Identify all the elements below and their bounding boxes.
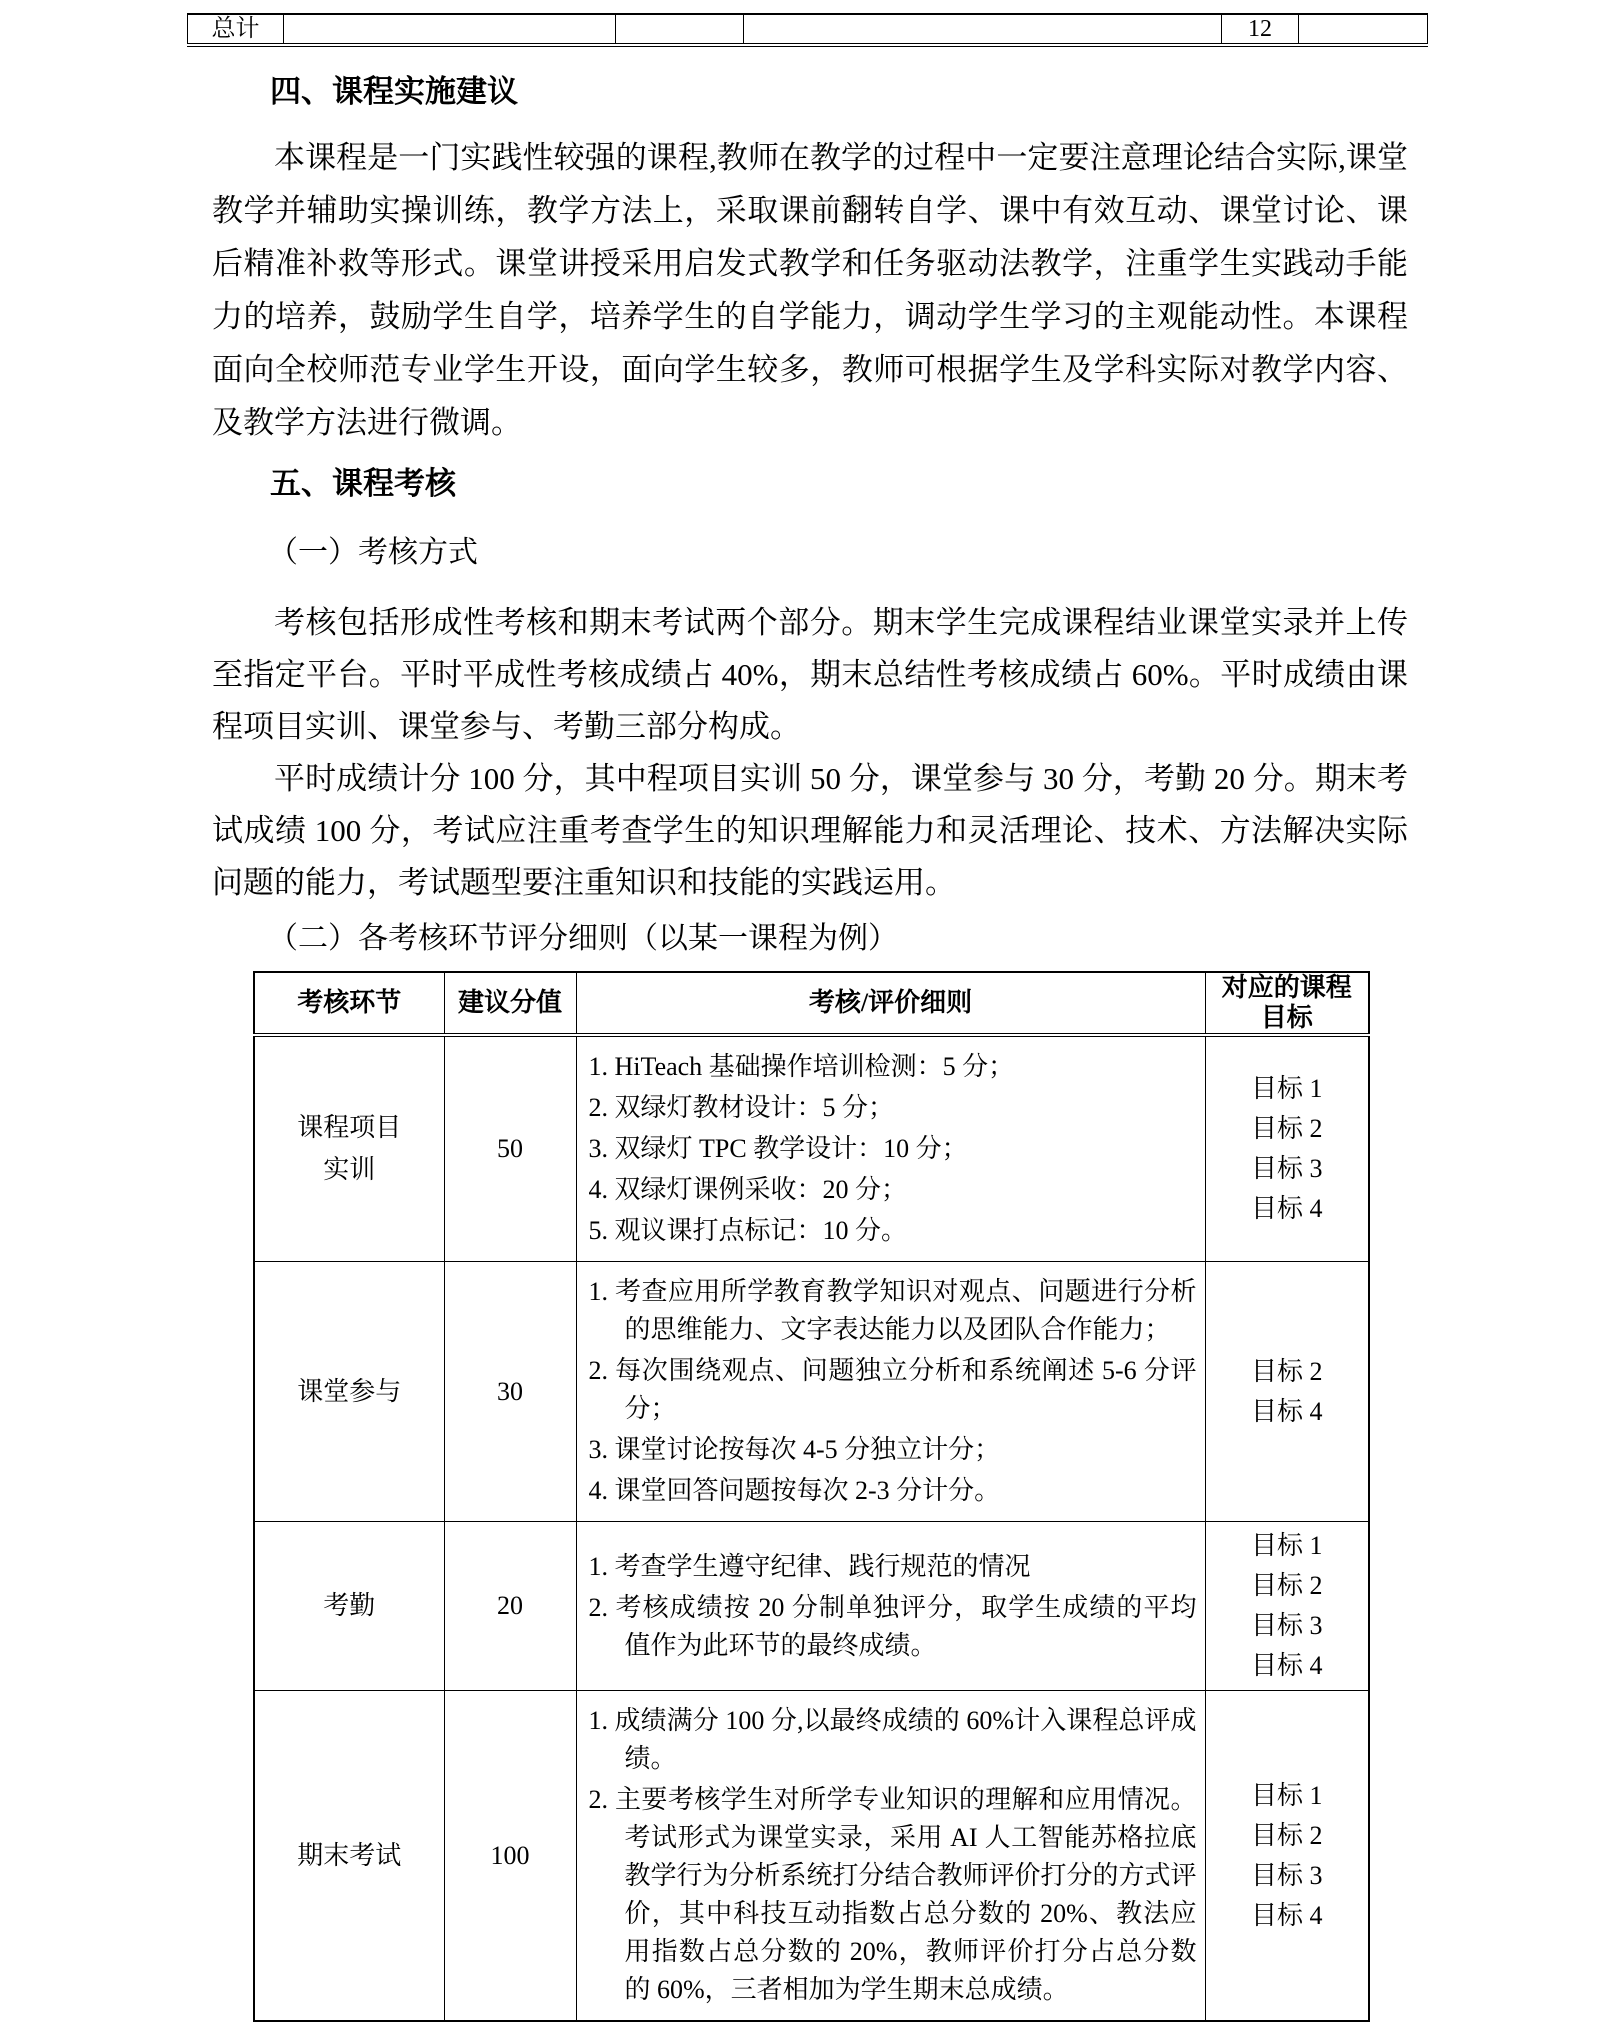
criteria-cell [576,1035,1205,1262]
criteria-item: 4. 课堂回答问题按每次 2-3 分计分。 [588,1476,1001,1505]
assessment-table-header-row [254,972,1369,1035]
assessment-column-header: 对应的课程目标 [1205,972,1369,1035]
assessment-item-name-line: 期末考试 [297,1840,402,1870]
section4-heading: 四、课程实施建议 [270,74,518,109]
assessment-column-header: 考核环节 [254,972,444,1035]
summary-empty-cell [1299,14,1428,45]
summary-value-cell: 12 [1222,14,1299,45]
course-target-label: 目标 4 [1250,1396,1323,1426]
course-target-label: 目标 4 [1250,1900,1323,1930]
assessment-column-header: 考核/评价细则 [576,972,1205,1035]
criteria-item: 3. 双绿灯 TPC 教学设计：10 分； [588,1134,968,1163]
course-targets-cell [1205,1522,1369,1691]
course-target-label: 目标 2 [1250,1820,1323,1850]
suggested-score [444,1262,576,1522]
course-target-label: 目标 4 [1250,1194,1323,1223]
criteria-item: 1. 考查应用所学教育教学知识对观点、问题进行分析的思维能力、文字表达能力以及团队合作能力； [588,1277,1197,1344]
section5-heading: 五、课程考核 [270,466,456,501]
subheading-scoring-rules: （二）各考核环节评分细则（以某一课程为例） [268,922,898,955]
course-target-label: 目标 4 [1250,1651,1323,1680]
course-targets-cell [1205,1262,1369,1522]
criteria-item: 2. 主要考核学生对所学专业知识的理解和应用情况。考试形式为课堂实录，采用 AI 人工智能苏格拉底教学行为分析系统打分结合教师评价打分的方式评价，其中科技互动指数占总分数的 20%、教法应用指数占总分数的 20%，教师评价打分占总分数的 60%，三者相加为学生期末总成绩。 [588,1785,1197,2004]
suggested-score [444,1035,576,1262]
summary-table [187,13,1428,47]
suggested-score-value: 100 [490,1840,530,1870]
criteria-cell [576,1691,1205,2022]
summary-total-cell: 总计 [188,14,284,45]
assessment-table [253,971,1370,2022]
assessment-item-name [254,1522,444,1691]
course-target-label: 目标 1 [1250,1531,1323,1560]
suggested-score [444,1522,576,1691]
assessment-row [254,1035,1369,1262]
criteria-item: 1. 成绩满分 100 分,以最终成绩的 60%计入课程总评成绩。 [588,1706,1197,1773]
assessment-item-name [254,1035,444,1262]
assessment-row [254,1691,1369,2022]
subheading-assessment-method: （一）考核方式 [268,536,478,569]
assessment-item-name [254,1691,444,2022]
assessment-item-name [254,1262,444,1522]
criteria-item: 2. 考核成绩按 20 分制单独评分，取学生成绩的平均值作为此环节的最终成绩。 [588,1592,1197,1660]
course-target-label: 目标 1 [1250,1074,1323,1103]
suggested-score [444,1691,576,2022]
criteria-cell [576,1262,1205,1522]
criteria-item: 4. 双绿灯课例采收：20 分； [588,1175,908,1204]
assessment-item-name-line: 实训 [323,1155,376,1184]
summary-empty-cell [744,14,1222,45]
course-target-label: 目标 3 [1250,1611,1323,1640]
suggested-score-value: 50 [497,1134,523,1163]
assessment-item-name-line: 课程项目 [297,1113,402,1142]
summary-table-row [188,14,1428,45]
assessment-item-name-line: 课堂参与 [297,1376,402,1406]
summary-empty-cell [616,14,744,45]
assessment-row [254,1262,1369,1522]
criteria-item: 2. 每次围绕观点、问题独立分析和系统阐述 5-6 分评分； [588,1356,1197,1423]
criteria-item: 2. 双绿灯教材设计：5 分； [588,1093,895,1122]
course-target-label: 目标 3 [1250,1860,1323,1890]
suggested-score-value: 30 [497,1376,523,1406]
course-target-label: 目标 2 [1250,1571,1323,1600]
suggested-score-value: 20 [497,1591,523,1620]
course-targets-cell [1205,1035,1369,1262]
criteria-item: 1. HiTeach 基础操作培训检测：5 分； [588,1052,1015,1081]
course-target-label: 目标 1 [1250,1780,1323,1810]
assessment-paragraph-2: 平时成绩计分 100 分，其中程项目实训 50 分，课堂参与 30 分，考勤 20 分。期末考试成绩 100 分，考试应注重考查学生的知识理解能力和灵活理论、技术、方法解决实际问题的能力，考试题型要注重知识和技能的实践运用。 [212,761,1408,900]
criteria-item: 3. 课堂讨论按每次 4-5 分独立计分； [588,1435,1001,1464]
assessment-row [254,1522,1369,1691]
course-target-label: 目标 2 [1250,1114,1323,1143]
assessment-table-body [254,1035,1369,2021]
criteria-item: 5. 观议课打点标记：10 分。 [588,1216,908,1245]
assessment-column-header: 建议分值 [444,972,576,1035]
course-target-label: 目标 3 [1250,1154,1323,1183]
criteria-cell [576,1522,1205,1691]
section4-paragraph: 本课程是一门实践性较强的课程,教师在教学的过程中一定要注意理论结合实际,课堂教学并辅助实操训练，教学方法上，采取课前翻转自学、课中有效互动、课堂讨论、课后精准补救等形式。课堂讲授采用启发式教学和任务驱动法教学，注重学生实践动手能力的培养，鼓励学生自学，培养学生的自学能力，调动学生学习的主观能动性。本课程面向全校师范专业学生开设，面向学生较多，教师可根据学生及学科实际对教学内容、及教学方法进行微调。 [212,140,1408,440]
criteria-item: 1. 考查学生遵守纪律、践行规范的情况 [588,1551,1031,1581]
assessment-paragraph-1: 考核包括形成性考核和期末考试两个部分。期末学生完成课程结业课堂实录并上传至指定平台。平时平成性考核成绩占 40%，期末总结性考核成绩占 60%。平时成绩由课程项目实训、课堂参与、考勤三部分构成。 [212,605,1408,744]
course-target-label: 目标 2 [1250,1356,1323,1386]
summary-empty-cell [284,14,616,45]
course-targets-cell [1205,1691,1369,2022]
assessment-item-name-line: 考勤 [323,1591,376,1620]
